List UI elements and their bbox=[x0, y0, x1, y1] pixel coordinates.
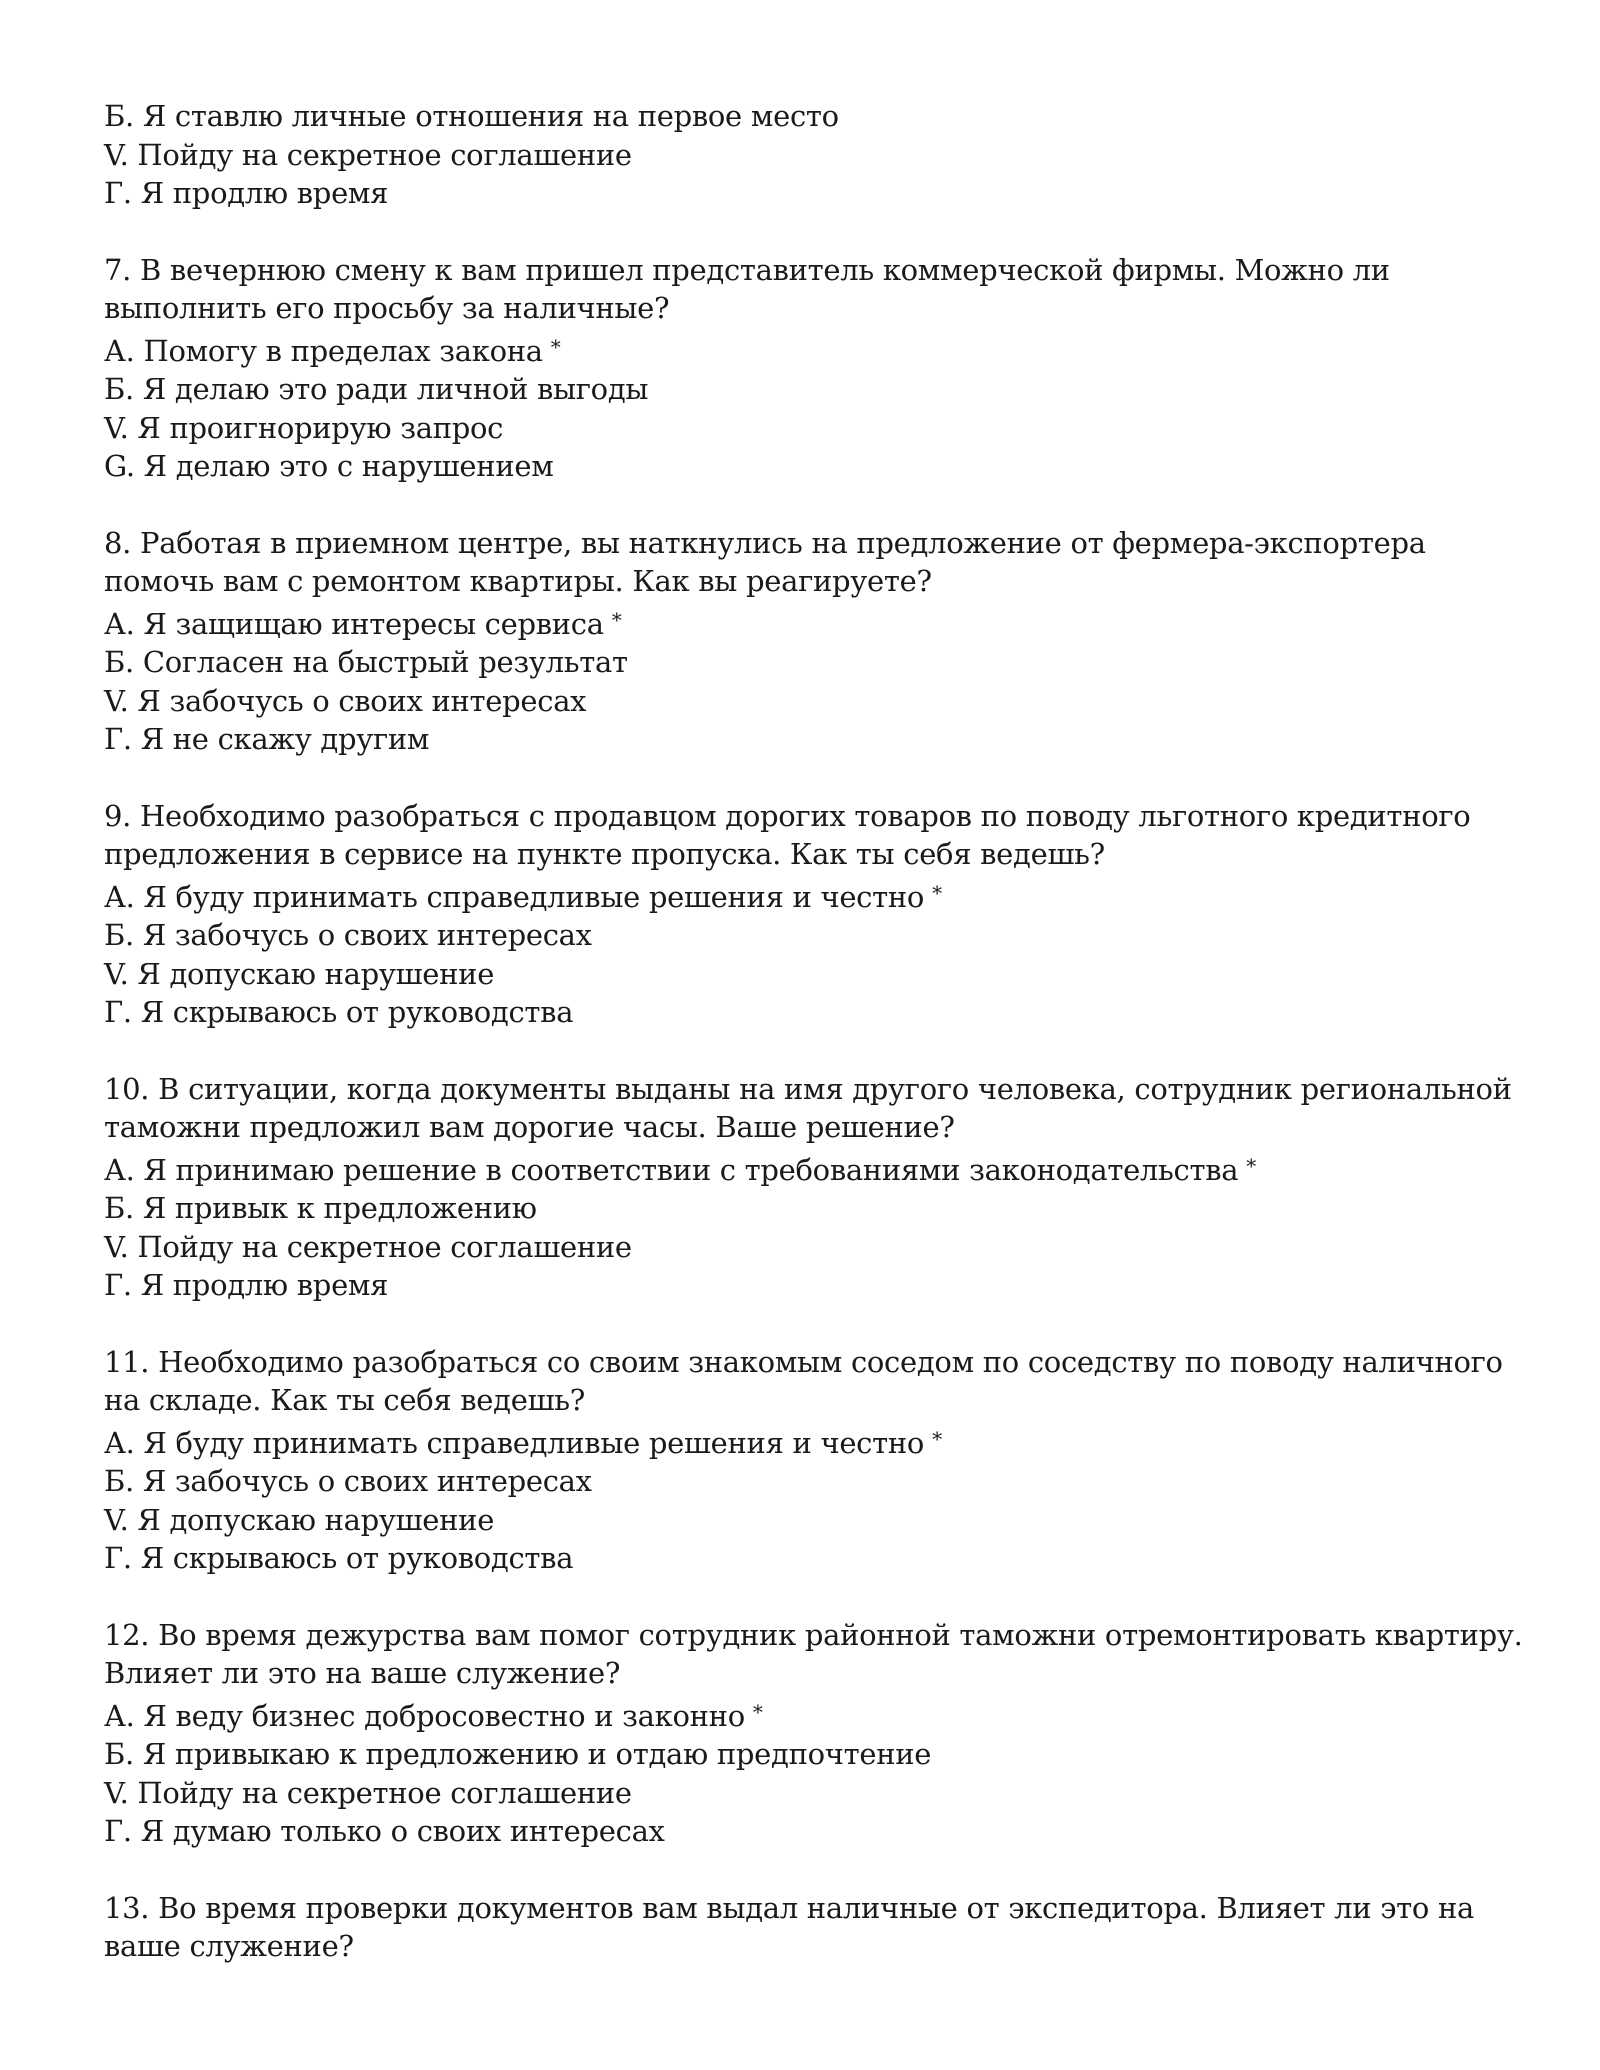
answer-option-text: Б. Я забочусь о своих интересах bbox=[104, 918, 592, 952]
answer-option bbox=[104, 447, 1524, 486]
answer-option-text: V. Я забочусь о своих интересах bbox=[104, 683, 587, 718]
answer-option bbox=[104, 1266, 1524, 1305]
answer-option-text: G. Я делаю это с нарушением bbox=[104, 449, 554, 483]
answer-option-text: Б. Согласен на быстрый результат bbox=[104, 645, 628, 679]
answer-option-text: А. Я веду бизнес добросовестно и законно bbox=[104, 1698, 745, 1733]
continued-options bbox=[104, 97, 1524, 213]
answer-option-text: Г. Я скрываюсь от руководства bbox=[104, 1541, 574, 1575]
answer-option-text: А. Я защищаю интересы сервиса bbox=[104, 606, 604, 641]
question-block bbox=[104, 1070, 1524, 1305]
correct-answer-mark: * bbox=[752, 1699, 763, 1724]
answer-option-text: А. Я буду принимать справедливые решения и честно bbox=[104, 1425, 925, 1460]
answer-option bbox=[104, 955, 1524, 994]
answer-option bbox=[104, 1228, 1524, 1267]
document-page bbox=[104, 97, 1524, 1966]
answer-option-text: V. Я допускаю нарушение bbox=[104, 956, 495, 991]
answer-option-text: Б. Я привыкаю к предложению и отдаю предпочтение bbox=[104, 1737, 932, 1771]
question-block bbox=[104, 524, 1524, 759]
answer-option-text: Б. Я привык к предложению bbox=[104, 1191, 537, 1225]
answer-option bbox=[104, 370, 1524, 409]
answer-option-text: V. Пойду на секретное соглашение bbox=[104, 1775, 632, 1810]
answer-option bbox=[104, 916, 1524, 955]
answer-option bbox=[104, 993, 1524, 1032]
question-text: 10. В ситуации, когда документы выданы на имя другого человека, сотрудник региональной таможни предложил вам дорогие часы. Ваше решение? bbox=[104, 1071, 1512, 1144]
answer-option bbox=[104, 1774, 1524, 1813]
answer-option-text: А. Я принимаю решение в соответствии с требованиями законодательства bbox=[104, 1152, 1239, 1187]
answer-option: V. Пойду на секретное соглашение bbox=[104, 137, 632, 172]
question-text: 11. Необходимо разобраться со своим знакомым соседом по соседству по поводу наличного на складе. Как ты себя ведешь? bbox=[104, 1344, 1503, 1417]
answer-option bbox=[104, 601, 1524, 644]
question-text: 9. Необходимо разобраться с продавцом дорогих товаров по поводу льготного кредитного предложения в сервисе на пункте пропуска. Как ты себя ведешь? bbox=[104, 798, 1471, 871]
question-text: 7. В вечернюю смену к вам пришел представитель коммерческой фирмы. Можно ли выполнить его просьбу за наличные? bbox=[104, 252, 1390, 325]
answer-option bbox=[104, 1420, 1524, 1463]
answer-option: Б. Я ставлю личные отношения на первое место bbox=[104, 99, 839, 133]
answer-option bbox=[104, 1189, 1524, 1228]
answer-option bbox=[104, 643, 1524, 682]
answer-option bbox=[104, 720, 1524, 759]
question-block bbox=[104, 251, 1524, 486]
question-block bbox=[104, 1343, 1524, 1578]
answer-option bbox=[104, 1539, 1524, 1578]
question-block bbox=[104, 1889, 1524, 1966]
answer-option bbox=[104, 1735, 1524, 1774]
answer-option-text: V. Я допускаю нарушение bbox=[104, 1502, 495, 1537]
answer-option-text: Б. Я делаю это ради личной выгоды bbox=[104, 372, 649, 406]
correct-answer-mark: * bbox=[932, 880, 942, 905]
answer-option bbox=[104, 409, 1524, 448]
correct-answer-mark: * bbox=[611, 607, 622, 632]
answer-option-text: А. Помогу в пределах закона bbox=[104, 333, 543, 368]
answer-option-text: Г. Я продлю время bbox=[104, 1268, 389, 1302]
answer-option bbox=[104, 1462, 1524, 1501]
answer-option: Г. Я продлю время bbox=[104, 176, 389, 210]
answer-option bbox=[104, 1501, 1524, 1540]
correct-answer-mark: * bbox=[550, 334, 561, 359]
answer-option bbox=[104, 874, 1524, 917]
answer-option-text: Г. Я скрываюсь от руководства bbox=[104, 995, 574, 1029]
answer-option bbox=[104, 1147, 1524, 1190]
question-text: 13. Во время проверки документов вам выдал наличные от экспедитора. Влияет ли это на ваше служение? bbox=[104, 1890, 1474, 1963]
correct-answer-mark: * bbox=[1246, 1153, 1256, 1178]
question-text: 8. Работая в приемном центре, вы наткнулись на предложение от фермера-экспортера помочь вам с ремонтом квартиры. Как вы реагируете? bbox=[104, 525, 1426, 598]
correct-answer-mark: * bbox=[932, 1426, 942, 1451]
answer-option-text: Г. Я думаю только о своих интересах bbox=[104, 1814, 665, 1848]
question-block bbox=[104, 1616, 1524, 1851]
answer-option-text: А. Я буду принимать справедливые решения и честно bbox=[104, 879, 925, 914]
answer-option bbox=[104, 328, 1524, 371]
answer-option-text: V. Пойду на секретное соглашение bbox=[104, 1229, 632, 1264]
answer-option bbox=[104, 682, 1524, 721]
question-text: 12. Во время дежурства вам помог сотрудник районной таможни отремонтировать квартиру. Влияет ли это на ваше служение? bbox=[104, 1617, 1523, 1690]
answer-option-text: Г. Я не скажу другим bbox=[104, 722, 430, 756]
question-block bbox=[104, 797, 1524, 1032]
answer-option bbox=[104, 1693, 1524, 1736]
answer-option-text: Б. Я забочусь о своих интересах bbox=[104, 1464, 592, 1498]
answer-option bbox=[104, 1812, 1524, 1851]
answer-option-text: V. Я проигнорирую запрос bbox=[104, 410, 504, 445]
